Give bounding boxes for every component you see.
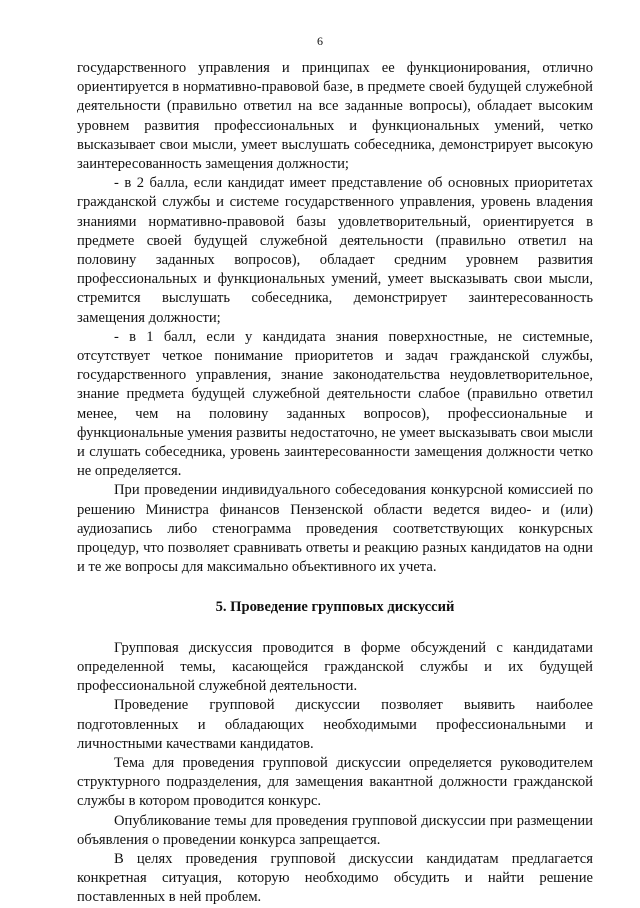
section-heading: 5. Проведение групповых дискуссий xyxy=(215,599,455,616)
paragraph-situation: В целях проведения групповой дискуссии кандидатам предлагается конкретная ситуация, которую необходимо обсудить и найти решение поставленных в ней проблем. xyxy=(77,850,593,906)
page-number: 6 xyxy=(317,34,323,48)
paragraph-discussion-topic: Тема для проведения групповой дискуссии определяется руководителем структурного подразделения, для замещения вакантной должности гражданской службы в котором проводится конкурс. xyxy=(77,754,593,810)
document-body xyxy=(77,59,593,908)
paragraph-continuation: государственного управления и принципах ее функционирования, отлично ориентируется в нормативно-правовой базе, в предмете своей будущей служебной деятельности (правильно ответил на все заданные вопросы), обладает высоким уровнем развития профессиональных и функциональных умений, четко высказывает свои мысли, умеет выслушать собеседника, демонстрирует высокую заинтересованность замещения должности; xyxy=(77,60,593,173)
paragraph-score-1: - в 1 балл, если у кандидата знания поверхностные, не системные, отсутствует четкое понимание приоритетов и задач гражданской службы, государственного управления, знание законодательства неудовлетворительное, знание предмета будущей служебной деятельности слабое (правильно ответил менее, чем на половину заданных вопросов), профессиональные и функциональные умения развиты недостаточно, не умеет высказывать свои мысли и слушать собеседника, уровень заинтересованности замещения должности четко не определяется. xyxy=(77,328,593,480)
paragraph-discussion-purpose: Проведение групповой дискуссии позволяет выявить наиболее подготовленных и обладающих необходимыми профессиональными и личностными качествами кандидатов. xyxy=(77,697,593,752)
paragraph-topic-publication: Опубликование темы для проведения групповой дискуссии при размещении объявления о проведении конкурса запрещается. xyxy=(77,812,593,848)
paragraph-recording: При проведении индивидуального собеседования конкурсной комиссией по решению Министра финансов Пензенской области ведется видео- и (или) аудиозапись либо стенограмма проведения соответствующих конкурсных процедур, что позволяет сравнивать ответы и реакцию разных кандидатов на одни и те же вопросы для максимально объективного их учета. xyxy=(77,482,593,576)
paragraph-score-2: - в 2 балла, если кандидат имеет представление об основных приоритетах гражданской службы и системе государственного управления, уровень владения знаниями нормативно-правовой базы удовлетворительный, ориентируется в предмете своей будущей служебной деятельности (правильно ответил на половину заданных вопросов), обладает средним уровнем развития профессиональных и функциональных умений, умеет высказывать свои мысли, стремится выслушать собеседника, демонстрирует заинтересованность замещения должности; xyxy=(77,175,593,326)
paragraph-discussion-form: Групповая дискуссия проводится в форме обсуждений с кандидатами определенной темы, касающейся гражданской службы и их будущей профессиональной служебной деятельности. xyxy=(77,639,593,695)
